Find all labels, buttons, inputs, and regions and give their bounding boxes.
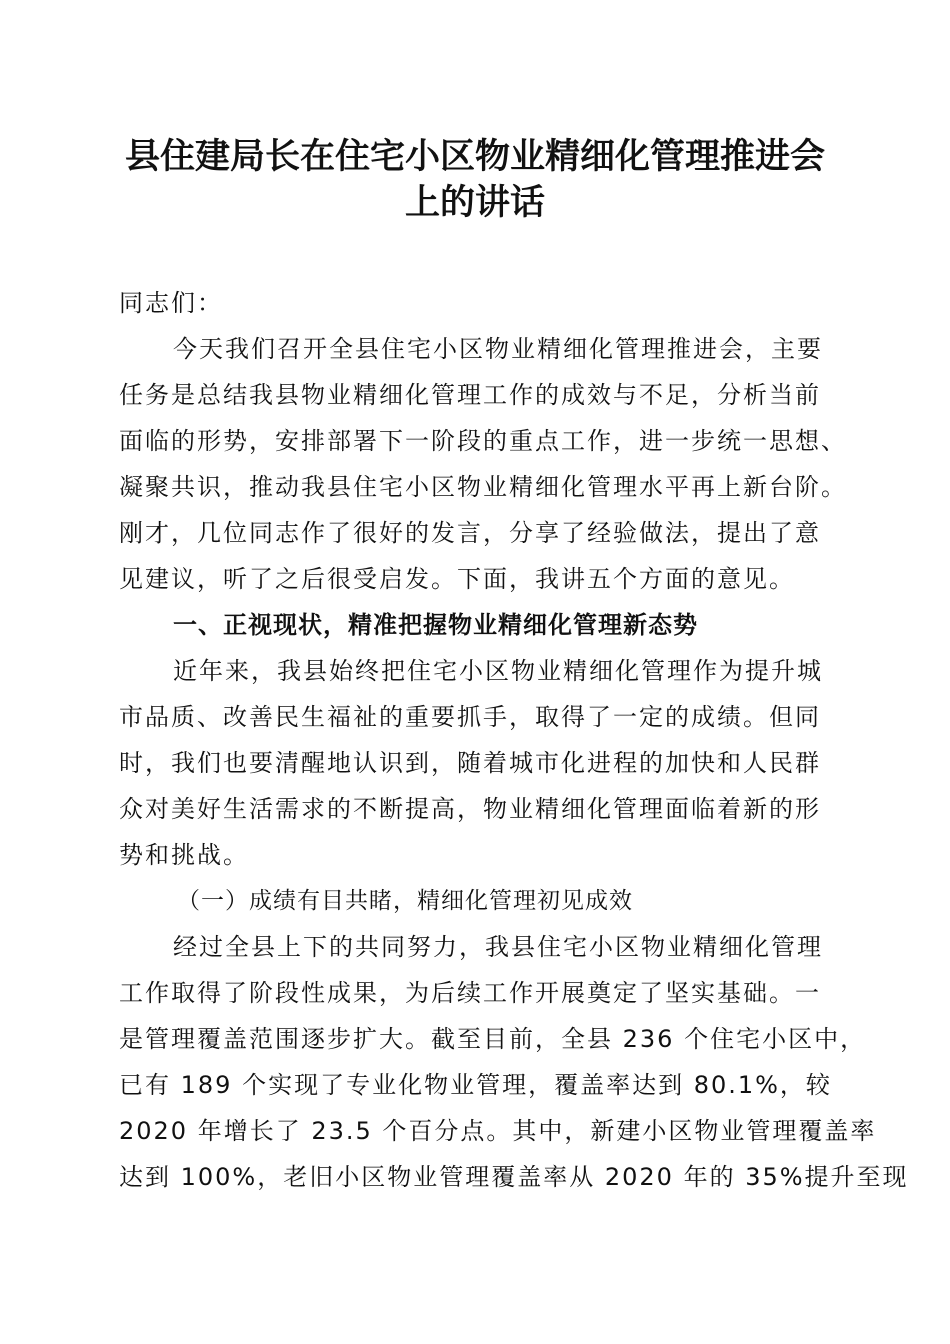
text-line: 任务是总结我县物业精细化管理工作的成效与不足，分析当前 — [119, 381, 821, 409]
text-line: 见建议，听了之后很受启发。下面，我讲五个方面的意见。 — [119, 565, 795, 593]
text-line: 经过全县上下的共同努力，我县住宅小区物业精细化管理 — [173, 933, 823, 961]
paragraph-intro — [119, 326, 847, 602]
text-line: 达到 100%，老旧小区物业管理覆盖率从 2020 年的 35%提升至现 — [119, 1163, 909, 1191]
text-line: 众对美好生活需求的不断提高，物业精细化管理面临着新的形 — [119, 795, 821, 823]
text-line: 今天我们召开全县住宅小区物业精细化管理推进会，主要 — [173, 335, 823, 363]
text-line: 是管理覆盖范围逐步扩大。截至目前，全县 236 个住宅小区中， — [119, 1025, 867, 1053]
document-title — [110, 134, 840, 226]
document-body — [119, 280, 909, 1200]
paragraph-subsection-1 — [119, 924, 909, 1200]
subsection-heading-1: （一）成绩有目共睹，精细化管理初见成效 — [177, 888, 633, 914]
text-line: 2020 年增长了 23.5 个百分点。其中，新建小区物业管理覆盖率 — [119, 1117, 877, 1145]
text-line: 面临的形势，安排部署下一阶段的重点工作，进一步统一思想、 — [119, 427, 847, 455]
title-line-2: 上的讲话 — [404, 182, 545, 223]
text-line: 近年来，我县始终把住宅小区物业精细化管理作为提升城 — [173, 657, 823, 685]
text-line: 工作取得了阶段性成果，为后续工作开展奠定了坚实基础。一 — [119, 979, 821, 1007]
text-line: 凝聚共识，推动我县住宅小区物业精细化管理水平再上新台阶。 — [119, 473, 847, 501]
text-line: 市品质、改善民生福祉的重要抓手，取得了一定的成绩。但同 — [119, 703, 821, 731]
text-line: 势和挑战。 — [119, 841, 249, 869]
paragraph-section-1 — [119, 648, 831, 878]
salutation: 同志们： — [119, 289, 223, 317]
section-heading-1: 一、正视现状，精准把握物业精细化管理新态势 — [173, 611, 698, 639]
text-line: 时，我们也要清醒地认识到，随着城市化进程的加快和人民群 — [119, 749, 821, 777]
text-line: 已有 189 个实现了专业化物业管理，覆盖率达到 80.1%，较 — [119, 1071, 832, 1099]
title-line-1: 县住建局长在住宅小区物业精细化管理推进会 — [124, 136, 825, 177]
text-line: 刚才，几位同志作了很好的发言，分享了经验做法，提出了意 — [119, 519, 821, 547]
